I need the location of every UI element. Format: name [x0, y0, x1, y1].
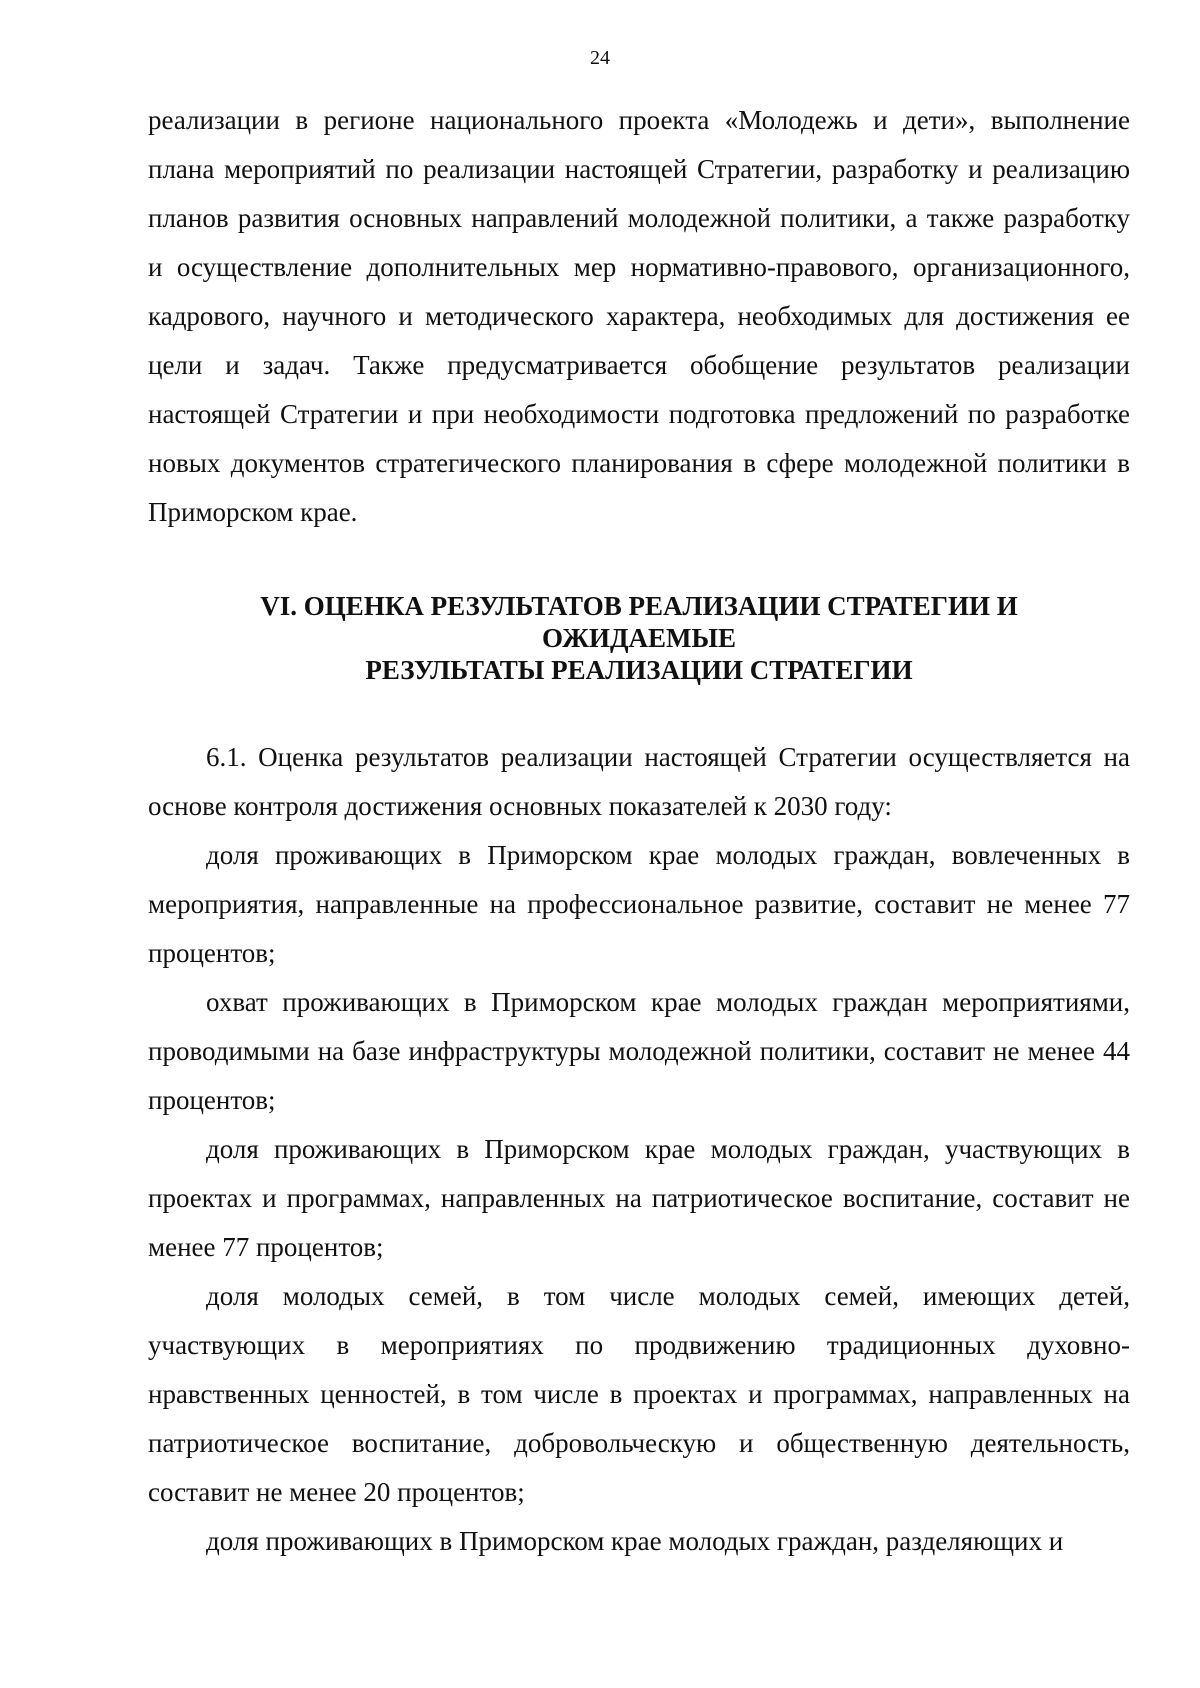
section-heading-line-3: РЕЗУЛЬТАТЫ РЕАЛИЗАЦИИ СТРАТЕГИИ [365, 655, 913, 685]
paragraph-6-1: 6.1. Оценка результатов реализации настоящей Стратегии осуществляется на основе контроля достижения основных показателей к 2030 году: [148, 742, 1130, 821]
page-number: 24 [590, 47, 610, 69]
intro-paragraph: реализации в регионе национального проекта «Молодежь и дети», выполнение плана мероприятий по реализации настоящей Стратегии, разработку и реализацию планов развития основных направлений молодежной политики, а также разработку и осуществление дополнительных мер нормативно-правового, организационного, кадрового, научного и методического характера, необходимых для достижения ее цели и задач. Также предусматривается обобщение результатов реализации настоящей Стратегии и при необходимости подготовка предложений по разработке новых документов стратегического планирования в сфере молодежной политики в Приморском крае. [148, 105, 1130, 527]
section-heading-line-1: VI. ОЦЕНКА РЕЗУЛЬТАТОВ РЕАЛИЗАЦИИ СТРАТЕГИИ И [260, 591, 1018, 621]
indicator-paragraph-5: доля проживающих в Приморском крае молодых граждан, разделяющих и [206, 1526, 1064, 1556]
section-heading-line-2: ОЖИДАЕМЫЕ [541, 623, 737, 653]
indicator-paragraph-1: доля проживающих в Приморском крае молодых граждан, вовлеченных в мероприятия, направленные на профессиональное развитие, составит не менее 77 процентов; [148, 840, 1130, 968]
indicator-paragraph-4: доля молодых семей, в том числе молодых семей, имеющих детей, участвующих в мероприятиях по продвижению традиционных духовно-нравственных ценностей, в том числе в проектах и программах, направленных на патриотическое воспитание, добровольческую и общественную деятельность, составит не менее 20 процентов; [148, 1281, 1130, 1507]
indicator-paragraph-3: доля проживающих в Приморском крае молодых граждан, участвующих в проектах и программах, направленных на патриотическое воспитание, составит не менее 77 процентов; [148, 1134, 1130, 1262]
indicator-paragraph-2: охват проживающих в Приморском крае молодых граждан мероприятиями, проводимыми на базе инфраструктуры молодежной политики, составит не менее 44 процентов; [148, 987, 1130, 1115]
section-heading [148, 590, 1130, 686]
